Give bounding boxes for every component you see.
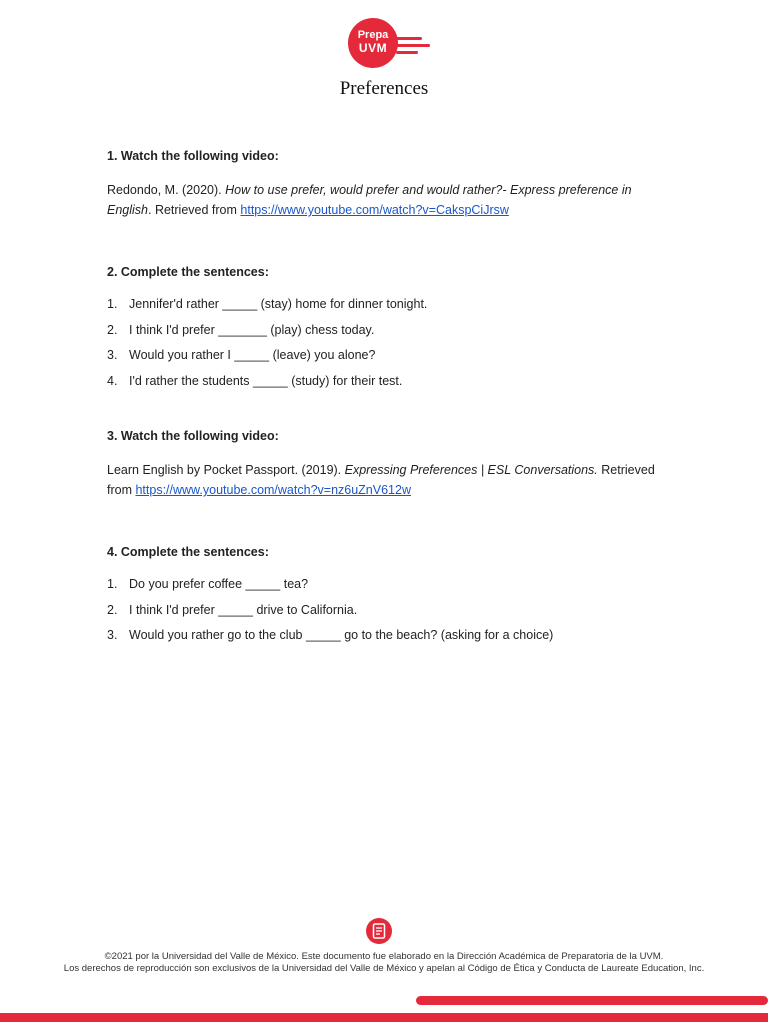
citation-title: Expressing Preferences | ESL Conversations. [344,463,598,477]
document-body [107,146,667,651]
copyright-footer [0,951,768,975]
logo-stripe [396,44,430,47]
item-number: 2. [107,322,118,337]
document-glyph [372,923,386,939]
item-text: I think I'd prefer _____ drive to California. [129,602,358,617]
item-text: Jennifer'd rather _____ (stay) home for dinner tonight. [129,297,428,311]
item-text: I think I'd prefer _______ (play) chess today. [129,322,375,337]
item-text: Do you prefer coffee _____ tea? [129,577,309,591]
logo-stripe [396,51,418,54]
list-item [107,320,667,340]
item-number: 2. [107,602,118,617]
logo-stripe [396,37,422,40]
item-number: 1. [107,577,118,591]
citation-author: Learn English by Pocket Passport. (2019). [107,463,345,477]
prepa-uvm-logo [348,18,432,70]
video-link-1[interactable]: https://www.youtube.com/watch?v=CakspCiJrsw [240,203,509,217]
list-item [107,625,667,645]
section-1-heading: 1. Watch the following video: [107,149,279,163]
section-2-heading: 2. Complete the sentences: [107,265,269,279]
item-number: 4. [107,373,118,388]
list-item [107,345,667,365]
list-item [107,600,667,620]
citation-title: How to use prefer, would prefer and would rather?- Express preference in English [107,183,632,217]
footer-base-bar [0,1013,768,1022]
item-number: 3. [107,348,118,362]
exercise-list-1 [107,294,667,391]
footer-accent-bar [416,996,768,1005]
section-3-heading: 3. Watch the following video: [107,429,279,443]
exercise-list-2 [107,574,667,645]
item-number: 3. [107,628,118,642]
item-number: 1. [107,297,118,311]
copyright-line-2: Los derechos de reproducción son exclusivos de la Universidad del Valle de México y apelan al Código de Ética y Conducta de Laureate Education, Inc. [63,963,705,974]
item-text: Would you rather I _____ (leave) you alone? [129,348,376,362]
list-item [107,294,667,314]
section-3-citation [107,460,667,500]
section-4-heading: 4. Complete the sentences: [107,545,269,559]
video-link-2[interactable]: https://www.youtube.com/watch?v=nz6uZnV612w [135,483,411,497]
copyright-line-1: ©2021 por la Universidad del Valle de México. Este documento fue elaborado en la Dirección Académica de Preparatoria de la UVM. [104,951,664,962]
logo-text-line2: UVM [358,41,388,55]
item-text: Would you rather go to the club _____ go to the beach? (asking for a choice) [129,628,554,642]
list-item [107,574,667,594]
section-1-citation [107,180,667,220]
document-icon [366,918,392,944]
logo-text-line1: Prepa [357,29,389,41]
list-item [107,371,667,391]
citation-retrieved: Retrieved from [107,463,655,497]
citation-retrieved: . Retrieved from [148,203,241,217]
item-text: I'd rather the students _____ (study) for their test. [129,373,403,388]
logo-circle [348,18,398,68]
citation-author: Redondo, M. (2020). [107,183,226,197]
page-title: Preferences [339,78,429,99]
